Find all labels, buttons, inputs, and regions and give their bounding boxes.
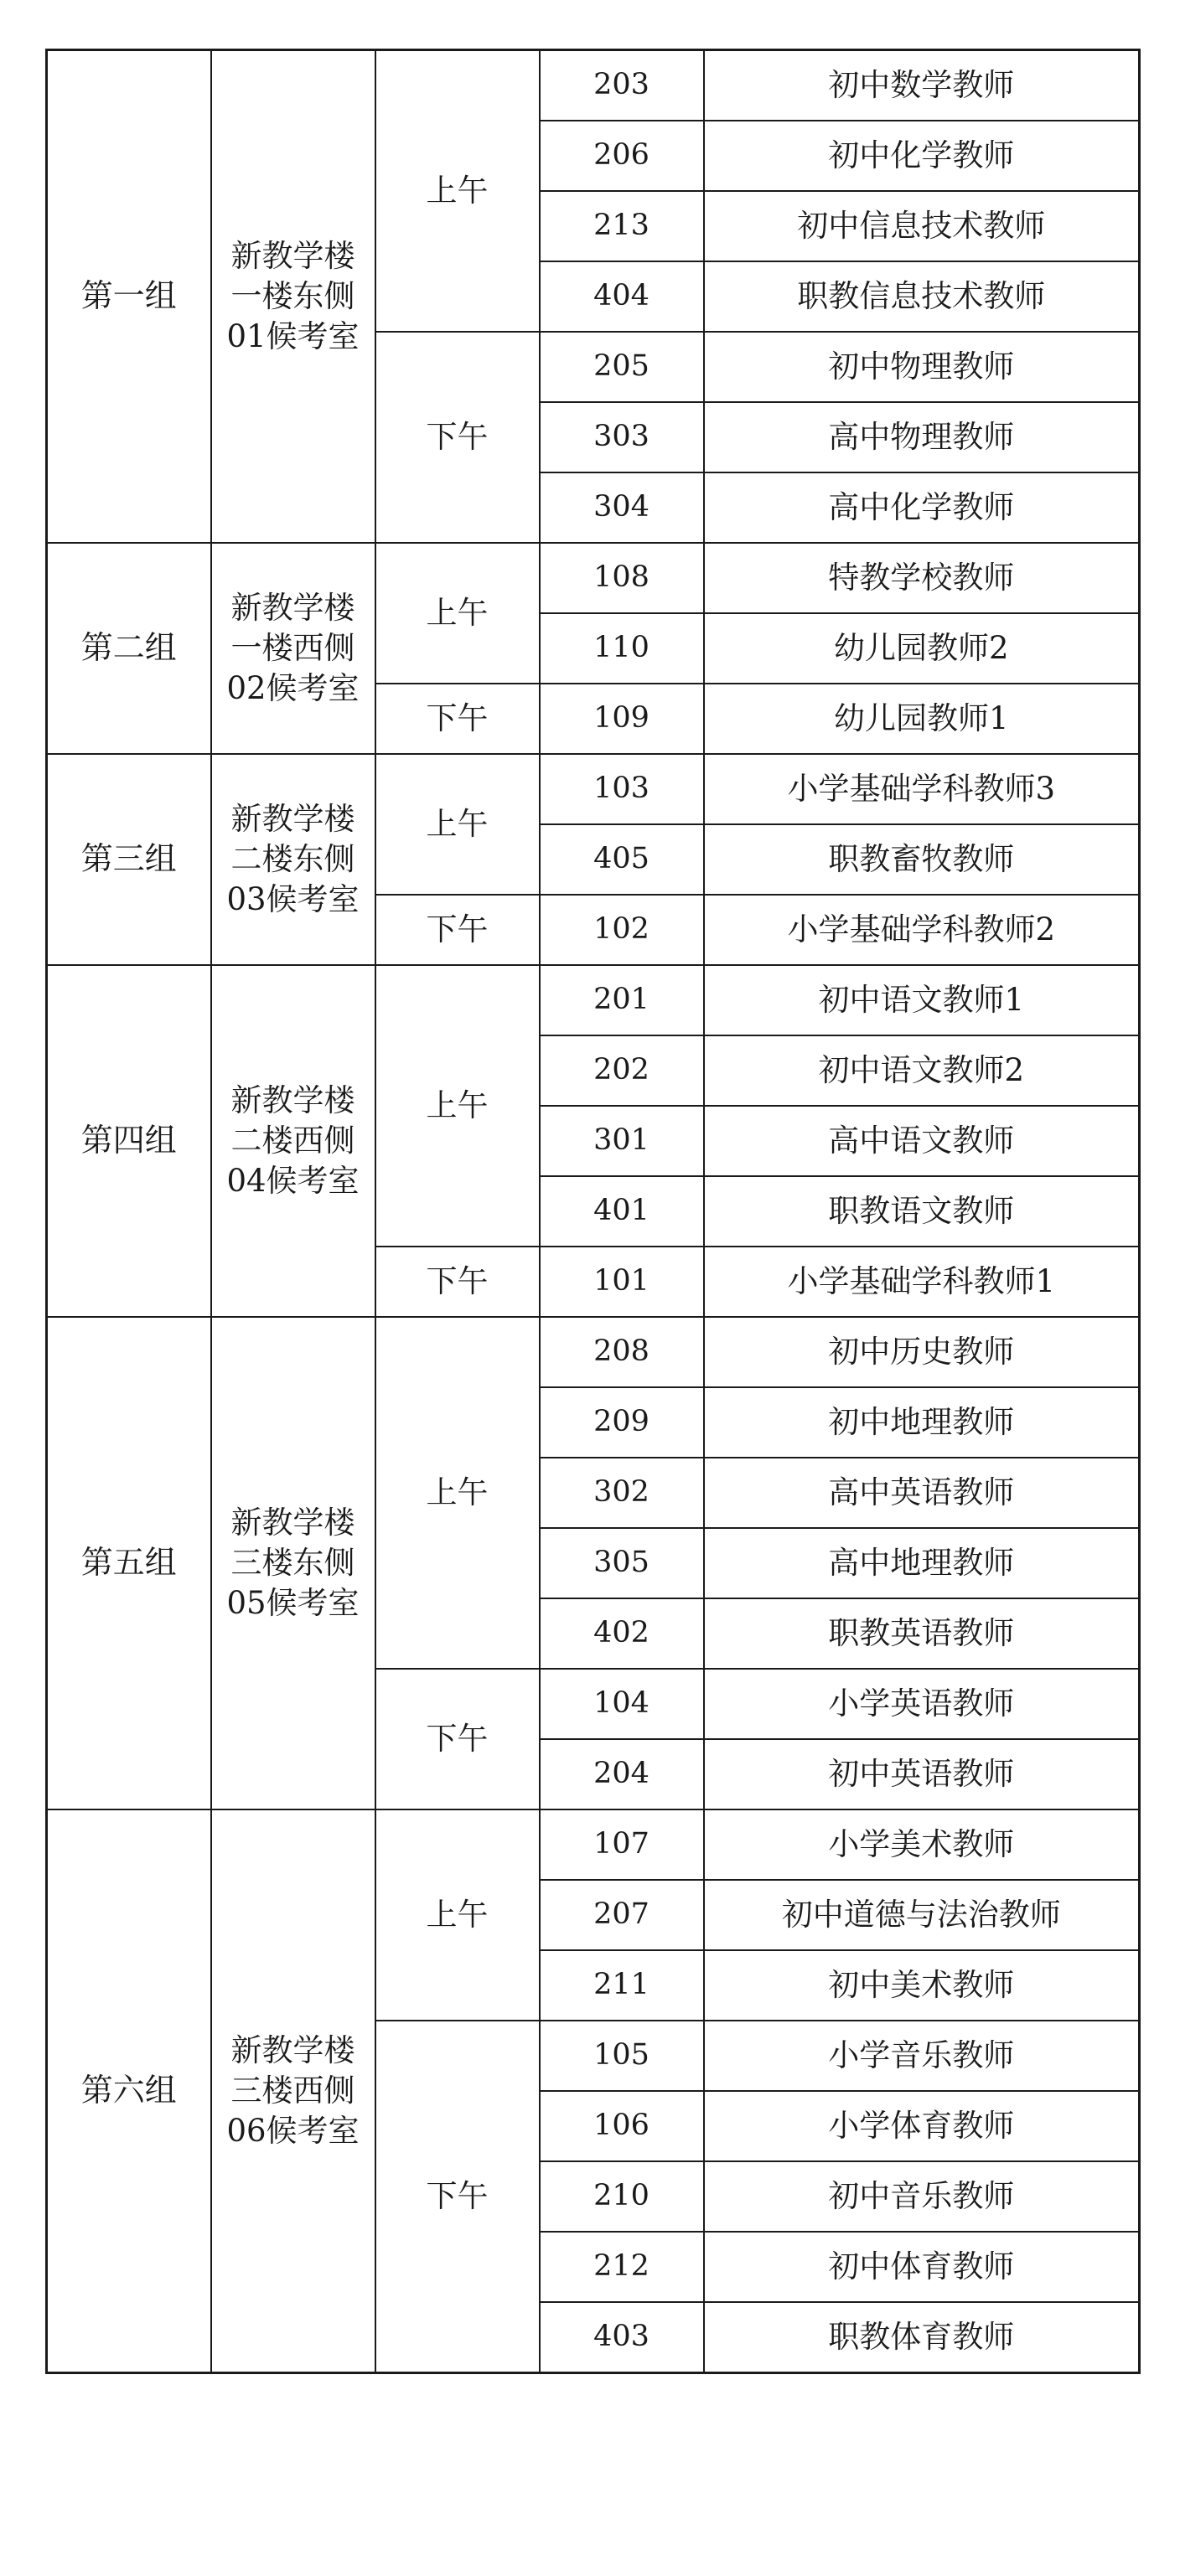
- position-code-cell: 303: [540, 402, 704, 472]
- position-code-cell: 205: [540, 332, 704, 402]
- period-cell: 下午: [375, 2021, 540, 2373]
- position-name-cell: 小学基础学科教师2: [704, 895, 1140, 965]
- group-name-cell: 第二组: [47, 543, 211, 754]
- position-name-cell: 高中物理教师: [704, 402, 1140, 472]
- waiting-room-cell: [211, 965, 375, 1317]
- waiting-room-line: 新教学楼: [230, 590, 355, 626]
- position-name-cell: 小学英语教师: [704, 1669, 1140, 1739]
- waiting-room-line: 一楼东侧: [230, 278, 355, 314]
- period-cell: 上午: [375, 965, 540, 1247]
- waiting-room-line: 新教学楼: [230, 2032, 355, 2068]
- period-cell: 上午: [375, 50, 540, 333]
- position-name-cell: 初中地理教师: [704, 1387, 1140, 1458]
- position-code-cell: 110: [540, 613, 704, 684]
- position-code-cell: 201: [540, 965, 704, 1035]
- waiting-room-line: 新教学楼: [230, 801, 355, 837]
- position-code-cell: 305: [540, 1528, 704, 1598]
- position-code-cell: 207: [540, 1880, 704, 1950]
- position-code-cell: 405: [540, 824, 704, 895]
- waiting-room-line: 04候考室: [226, 1163, 360, 1199]
- position-code-cell: 106: [540, 2091, 704, 2161]
- position-code-cell: 108: [540, 543, 704, 613]
- position-name-cell: 小学基础学科教师3: [704, 754, 1140, 824]
- group-name-cell: 第六组: [47, 1809, 211, 2373]
- position-code-cell: 212: [540, 2232, 704, 2302]
- position-code-cell: 203: [540, 50, 704, 121]
- position-name-cell: 初中语文教师2: [704, 1035, 1140, 1106]
- position-code-cell: 211: [540, 1950, 704, 2021]
- position-name-cell: 初中体育教师: [704, 2232, 1140, 2302]
- table-row: [47, 50, 1140, 121]
- position-name-cell: 幼儿园教师2: [704, 613, 1140, 684]
- position-code-cell: 404: [540, 261, 704, 332]
- period-cell: 下午: [375, 332, 540, 543]
- table-row: [47, 965, 1140, 1035]
- position-code-cell: 102: [540, 895, 704, 965]
- exam-schedule-table: [45, 49, 1141, 2374]
- position-name-cell: 幼儿园教师1: [704, 684, 1140, 754]
- group-name-cell: 第三组: [47, 754, 211, 965]
- position-name-cell: 初中信息技术教师: [704, 191, 1140, 261]
- position-name-cell: 初中道德与法治教师: [704, 1880, 1140, 1950]
- position-name-cell: 小学音乐教师: [704, 2021, 1140, 2091]
- position-code-cell: 301: [540, 1106, 704, 1176]
- waiting-room-line: 01候考室: [226, 318, 360, 354]
- position-name-cell: 初中物理教师: [704, 332, 1140, 402]
- position-name-cell: 特教学校教师: [704, 543, 1140, 613]
- position-name-cell: 高中英语教师: [704, 1458, 1140, 1528]
- group-name-cell: 第四组: [47, 965, 211, 1317]
- position-name-cell: 职教畜牧教师: [704, 824, 1140, 895]
- waiting-room-cell: [211, 543, 375, 754]
- schedule-body: [47, 50, 1140, 2373]
- position-code-cell: 304: [540, 472, 704, 543]
- position-code-cell: 101: [540, 1247, 704, 1317]
- group-name-cell: 第五组: [47, 1317, 211, 1809]
- position-name-cell: 高中语文教师: [704, 1106, 1140, 1176]
- position-code-cell: 109: [540, 684, 704, 754]
- position-code-cell: 403: [540, 2302, 704, 2373]
- period-cell: 下午: [375, 1669, 540, 1809]
- waiting-room-cell: [211, 50, 375, 544]
- period-cell: 下午: [375, 1247, 540, 1317]
- position-code-cell: 204: [540, 1739, 704, 1809]
- period-cell: 上午: [375, 1809, 540, 2021]
- position-name-cell: 职教体育教师: [704, 2302, 1140, 2373]
- position-code-cell: 210: [540, 2161, 704, 2232]
- waiting-room-line: 新教学楼: [230, 1082, 355, 1118]
- position-name-cell: 职教语文教师: [704, 1176, 1140, 1247]
- position-name-cell: 小学基础学科教师1: [704, 1247, 1140, 1317]
- waiting-room-line: 三楼东侧: [230, 1545, 355, 1581]
- position-name-cell: 初中数学教师: [704, 50, 1140, 121]
- position-name-cell: 高中化学教师: [704, 472, 1140, 543]
- period-cell: 上午: [375, 543, 540, 684]
- position-name-cell: 初中语文教师1: [704, 965, 1140, 1035]
- position-name-cell: 初中音乐教师: [704, 2161, 1140, 2232]
- position-code-cell: 302: [540, 1458, 704, 1528]
- waiting-room-line: 二楼西侧: [230, 1123, 355, 1159]
- period-cell: 下午: [375, 684, 540, 754]
- table-row: [47, 543, 1140, 613]
- position-name-cell: 初中历史教师: [704, 1317, 1140, 1387]
- waiting-room-line: 一楼西侧: [230, 630, 355, 666]
- waiting-room-line: 新教学楼: [230, 1505, 355, 1541]
- waiting-room-line: 三楼西侧: [230, 2073, 355, 2109]
- position-name-cell: 初中美术教师: [704, 1950, 1140, 2021]
- position-code-cell: 105: [540, 2021, 704, 2091]
- position-name-cell: 初中英语教师: [704, 1739, 1140, 1809]
- position-code-cell: 104: [540, 1669, 704, 1739]
- waiting-room-line: 06候考室: [226, 2113, 360, 2149]
- position-code-cell: 213: [540, 191, 704, 261]
- waiting-room-line: 02候考室: [226, 670, 360, 706]
- waiting-room-line: 新教学楼: [230, 238, 355, 274]
- position-code-cell: 209: [540, 1387, 704, 1458]
- table-row: [47, 754, 1140, 824]
- waiting-room-line: 05候考室: [226, 1585, 360, 1621]
- position-name-cell: 职教信息技术教师: [704, 261, 1140, 332]
- waiting-room-cell: [211, 1317, 375, 1809]
- period-cell: 上午: [375, 754, 540, 895]
- position-code-cell: 206: [540, 121, 704, 191]
- waiting-room-cell: [211, 1809, 375, 2373]
- position-name-cell: 职教英语教师: [704, 1598, 1140, 1669]
- position-name-cell: 高中地理教师: [704, 1528, 1140, 1598]
- period-cell: 上午: [375, 1317, 540, 1669]
- position-name-cell: 小学体育教师: [704, 2091, 1140, 2161]
- waiting-room-cell: [211, 754, 375, 965]
- period-cell: 下午: [375, 895, 540, 965]
- position-code-cell: 402: [540, 1598, 704, 1669]
- position-code-cell: 202: [540, 1035, 704, 1106]
- group-name-cell: 第一组: [47, 50, 211, 544]
- table-row: [47, 1317, 1140, 1387]
- waiting-room-line: 二楼东侧: [230, 841, 355, 877]
- position-code-cell: 107: [540, 1809, 704, 1880]
- position-name-cell: 初中化学教师: [704, 121, 1140, 191]
- waiting-room-line: 03候考室: [226, 881, 360, 917]
- position-code-cell: 401: [540, 1176, 704, 1247]
- position-code-cell: 208: [540, 1317, 704, 1387]
- table-row: [47, 1809, 1140, 1880]
- position-code-cell: 103: [540, 754, 704, 824]
- position-name-cell: 小学美术教师: [704, 1809, 1140, 1880]
